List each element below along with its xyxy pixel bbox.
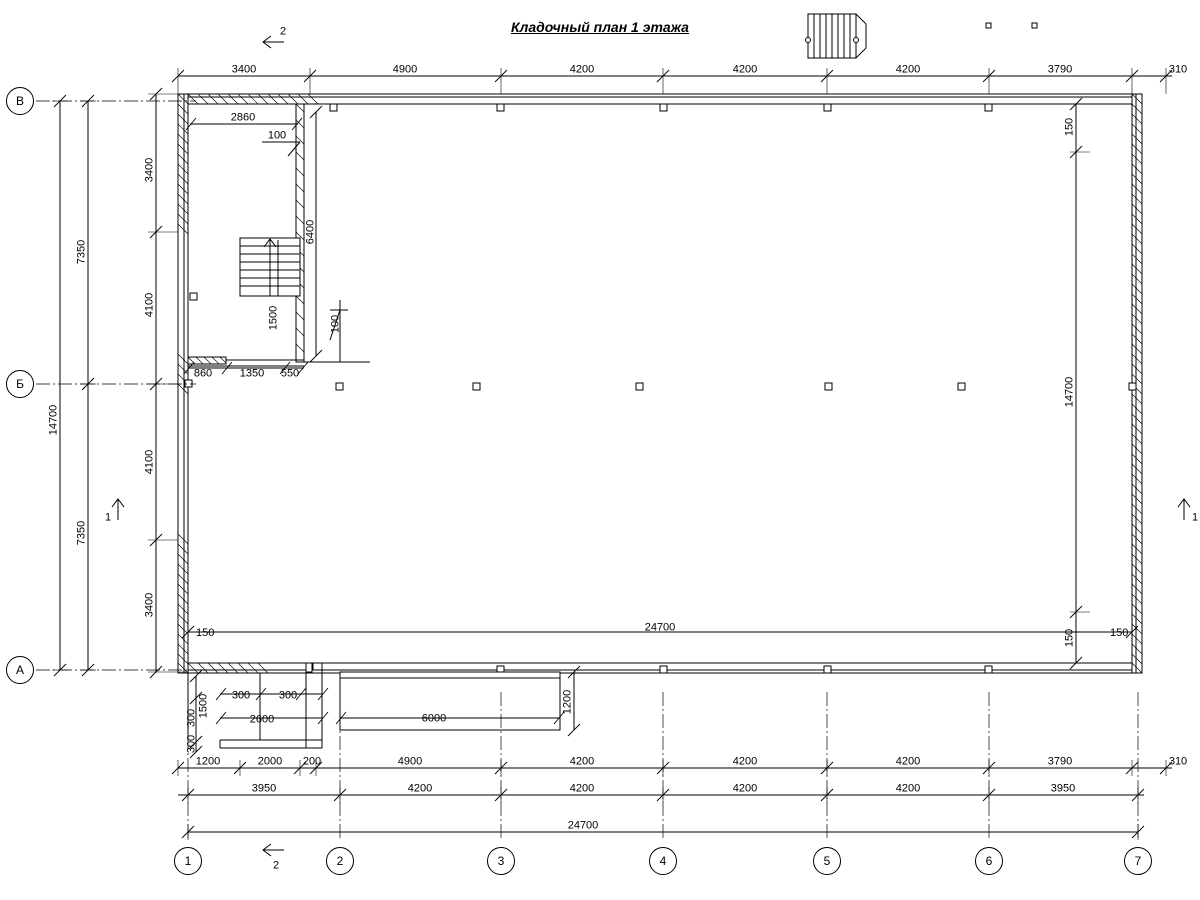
dim-bottom2-3: 4200 xyxy=(569,782,595,795)
dim-top-7: 310 xyxy=(1168,63,1188,76)
axis-bubble-h-6[interactable]: 6 xyxy=(975,847,1003,875)
axis-bubble-h-5[interactable]: 5 xyxy=(813,847,841,875)
dim-stair-width-1500: 1500 xyxy=(267,305,280,331)
axis-bubble-h-2[interactable]: 2 xyxy=(326,847,354,875)
section-mark-1-left-label: 1 xyxy=(104,511,112,524)
dim-porch-300-a: 300 xyxy=(231,689,251,702)
dim-bottom1-2: 2000 xyxy=(257,755,283,768)
dim-top-2: 4900 xyxy=(392,63,418,76)
dim-room-width-2860: 2860 xyxy=(230,111,256,124)
dim-bottom1-3: 200 xyxy=(302,755,322,768)
dim-porch-300-b: 300 xyxy=(278,689,298,702)
dim-bottom2-4: 4200 xyxy=(732,782,758,795)
dim-open-860: 860 xyxy=(193,367,213,380)
dim-left-outer-1: 7350 xyxy=(75,239,88,265)
section-mark-2-top-label: 2 xyxy=(279,25,287,38)
dim-porch-1500: 1500 xyxy=(197,693,210,719)
dim-wall-100-a: 100 xyxy=(267,129,287,142)
dim-right-inner-1: 150 xyxy=(1063,117,1076,137)
dim-bottom1-8: 3790 xyxy=(1047,755,1073,768)
section-mark-1-right-label: 1 xyxy=(1191,511,1199,524)
axis-bubble-h-3[interactable]: 3 xyxy=(487,847,515,875)
axis-bubble-v-3[interactable]: А xyxy=(6,656,34,684)
dim-left-inner-3: 4100 xyxy=(143,449,156,475)
dim-open-550: 550 xyxy=(280,367,300,380)
dim-bottom1-5: 4200 xyxy=(569,755,595,768)
axis-bubble-v-1[interactable]: В xyxy=(6,87,34,115)
axis-bubble-h-1[interactable]: 1 xyxy=(174,847,202,875)
axis-bubble-h-7[interactable]: 7 xyxy=(1124,847,1152,875)
dim-stair-length-6400: 6400 xyxy=(304,219,317,245)
dim-right-inner-2: 14700 xyxy=(1063,376,1076,408)
dim-porch-300-c: 300 xyxy=(185,708,198,728)
dim-bottom1-9: 310 xyxy=(1168,755,1188,768)
dim-bottom2-5: 4200 xyxy=(895,782,921,795)
axis-bubble-v-2[interactable]: Б xyxy=(6,370,34,398)
dim-bottom1-7: 4200 xyxy=(895,755,921,768)
dim-right-inner-3: 150 xyxy=(1063,628,1076,648)
page-title: Кладочный план 1 этажа xyxy=(511,19,689,35)
dim-porch-2600: 2600 xyxy=(249,713,275,726)
dim-bottom1-6: 4200 xyxy=(732,755,758,768)
axis-bubble-h-4[interactable]: 4 xyxy=(649,847,677,875)
dim-bottom-total: 24700 xyxy=(567,819,599,832)
dim-left-inner-1: 3400 xyxy=(143,157,156,183)
dim-porch-300-d: 300 xyxy=(185,734,198,754)
dim-top-3: 4200 xyxy=(569,63,595,76)
dim-left-outer-2: 7350 xyxy=(75,520,88,546)
dim-bottom2-2: 4200 xyxy=(407,782,433,795)
dim-porch-6000: 6000 xyxy=(421,712,447,725)
dim-open-1350: 1350 xyxy=(239,367,265,380)
dim-bottom1-4: 4900 xyxy=(397,755,423,768)
dim-top-4: 4200 xyxy=(732,63,758,76)
dim-bottom2-6: 3950 xyxy=(1050,782,1076,795)
dim-left-inner-2: 4100 xyxy=(143,292,156,318)
dim-top-1: 3400 xyxy=(231,63,257,76)
section-mark-2-bottom-label: 2 xyxy=(272,859,280,872)
dim-inner-wall-left-150: 150 xyxy=(196,627,215,639)
dim-bottom2-1: 3950 xyxy=(251,782,277,795)
dim-top-6: 3790 xyxy=(1047,63,1073,76)
dim-bottom1-1: 1200 xyxy=(195,755,221,768)
dim-wall-100-b: 100 xyxy=(329,314,342,334)
dim-porch-1200: 1200 xyxy=(561,689,574,715)
dim-inner-wall-right-150: 150 xyxy=(1110,627,1129,639)
dim-left-total: 14700 xyxy=(47,404,60,436)
dim-inner-span-24700: 24700 xyxy=(644,621,676,634)
dim-left-inner-4: 3400 xyxy=(143,592,156,618)
dim-top-5: 4200 xyxy=(895,63,921,76)
